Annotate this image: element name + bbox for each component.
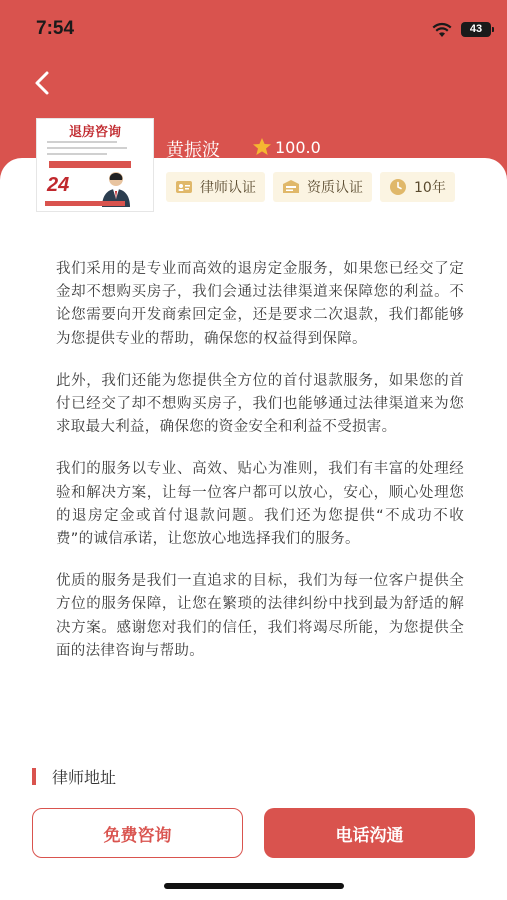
badge-label: 律师认证 xyxy=(200,180,256,196)
section-lawyer-address xyxy=(32,765,116,787)
star-icon xyxy=(252,137,272,157)
description-paragraph: 我们的服务以专业、高效、贴心为准则，我们有丰富的处理经验和解决方案，让每一位客户都可以放心，安心，顺心处理您的退房定金或首付退款问题。我们还为您提供“不成功不收费”的诚信承诺，让您放心地选择我们的服务。 xyxy=(56,461,464,548)
description-paragraph: 此外，我们还能为您提供全方位的首付退款服务，如果您的首付已经交了却不想购买房子，我们也能够通过法律渠道来为您求取最大利益，确保您的资金安全和利益不受损害。 xyxy=(56,372,464,436)
avatar-ad-number: 24 xyxy=(47,174,70,196)
description-paragraph: 我们采用的是专业而高效的退房定金服务，如果您已经交了定金却不想购买房子，我们会通过法律渠道来保障您的利益。不论您需要向开发商索回定金，还是要求二次退款，我们都能够为您提供专业的帮助，确保您的权益得到保障。 xyxy=(56,261,464,347)
badge-label: 10年 xyxy=(414,180,446,196)
battery-icon: 43 xyxy=(461,22,491,37)
status-time: 7:54 xyxy=(36,18,75,39)
badge-qualification-certified xyxy=(273,172,372,202)
avatar-ad-line xyxy=(47,147,127,149)
badge-list xyxy=(166,172,463,202)
free-consult-button[interactable]: 免费咨询 xyxy=(32,808,243,858)
badge-lawyer-certified xyxy=(166,172,265,202)
section-accent-bar xyxy=(32,768,36,785)
back-button[interactable] xyxy=(28,68,58,98)
clock-icon xyxy=(389,178,407,196)
badge-label: 资质认证 xyxy=(307,180,363,196)
badge-experience-years xyxy=(380,172,455,202)
id-card-icon xyxy=(175,178,193,196)
avatar[interactable] xyxy=(36,118,154,212)
home-indicator xyxy=(164,883,344,889)
avatar-ad-line xyxy=(47,153,107,155)
avatar-ad-title: 退房咨询 xyxy=(68,125,121,140)
section-title-label: 律师地址 xyxy=(52,767,117,787)
description-paragraph: 优质的服务是我们一直追求的目标，我们为每一位客户提供全方位的服务保障，让您在繁琐的法律纠纷中找到最为舒适的解决方案。感谢您对我们的信任，我们将竭尽所能，为您提供全面的法律咨询与帮助。 xyxy=(56,573,464,659)
phone-call-button[interactable]: 电话沟通 xyxy=(264,808,475,858)
certificate-icon xyxy=(282,178,300,196)
avatar-ad-footer xyxy=(45,201,125,206)
wifi-icon xyxy=(432,22,452,38)
avatar-ad-strip xyxy=(49,161,131,168)
rating-value: 100.0 xyxy=(275,137,321,157)
avatar-ad-line xyxy=(47,141,117,143)
description xyxy=(56,258,464,682)
lawyer-name: 黄振波 xyxy=(166,140,220,161)
status-bar xyxy=(0,0,507,58)
rating xyxy=(252,136,321,158)
